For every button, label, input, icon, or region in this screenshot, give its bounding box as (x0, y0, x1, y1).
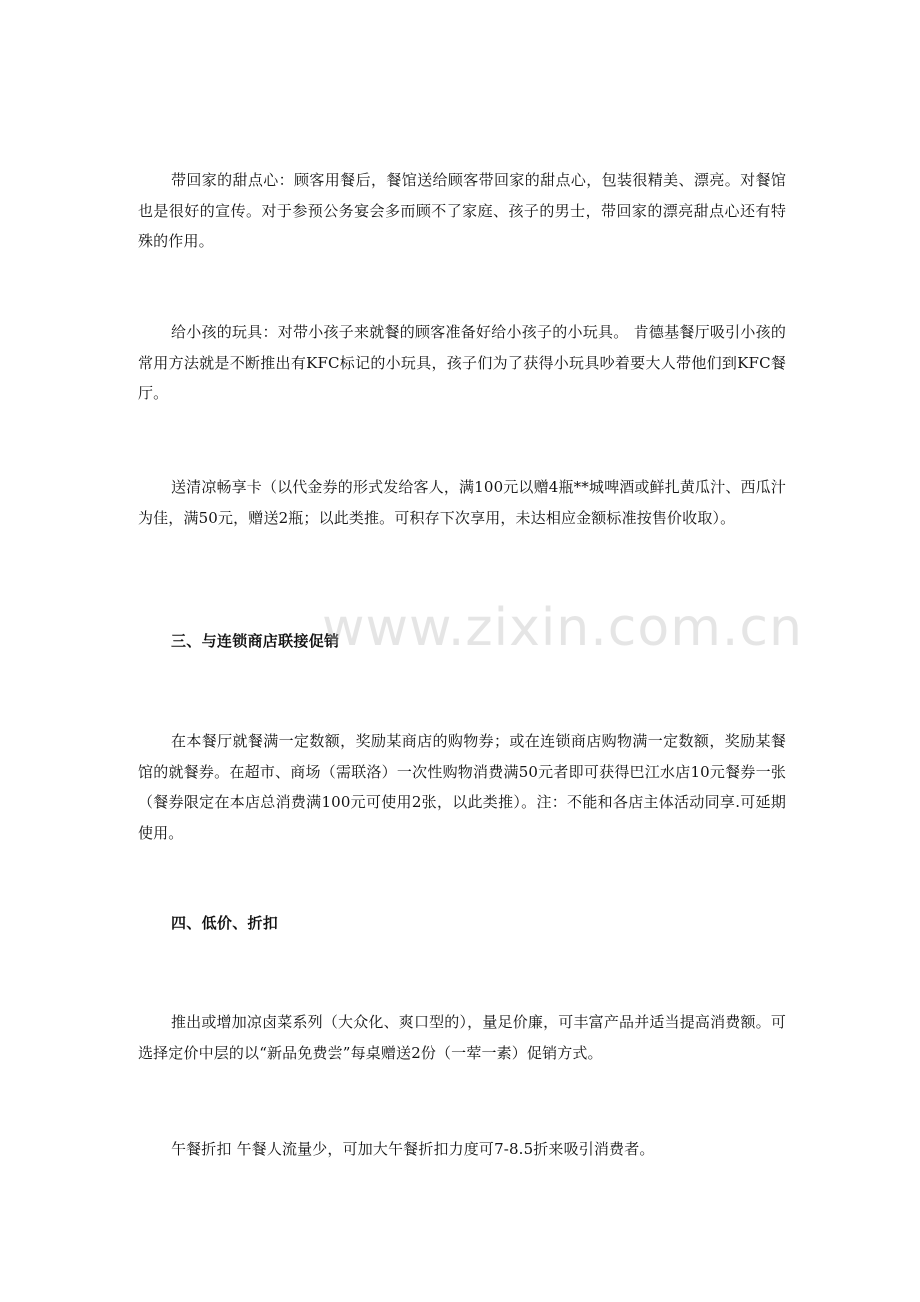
paragraph-lunch-discount: 午餐折扣 午餐人流量少，可加大午餐折扣力度可7-8.5折来吸引消费者。 (171, 1140, 655, 1158)
watermark-text: www.zixin.com.cn (322, 598, 803, 658)
paragraph-cool-card: 送清凉畅享卡（以代金券的形式发给客人，满100元以赠4瓶**城啤酒或鲜扎黄瓜汁、西瓜汁为佳，满50元，赠送2瓶；以此类推。可积存下次享用，未达相应金额标准按售价收取）。 (138, 478, 786, 527)
paragraph-cold-dishes: 推出或增加凉卤菜系列（大众化、爽口型的），量足价廉，可丰富产品并适当提高消费额。可选择定价中层的以“新品免费尝”每桌赠送2份（一荤一素）促销方式。 (138, 1013, 786, 1062)
paragraph-take-home-dessert: 带回家的甜点心：顾客用餐后，餐馆送给顾客带回家的甜点心，包装很精美、漂亮。对餐馆也是很好的宣传。对于参预公务宴会多而顾不了家庭、孩子的男士，带回家的漂亮甜点心还有特殊的作用。 (138, 171, 786, 250)
paragraph-kids-toys: 给小孩的玩具：对带小孩子来就餐的顾客准备好给小孩子的小玩具。 肯德基餐厅吸引小孩的常用方法就是不断推出有KFC标记的小玩具，孩子们为了获得小玩具吵着要大人带他们到KFC餐厅。 (138, 323, 786, 402)
section-heading-low-price-discount: 四、低价、折扣 (171, 914, 279, 932)
paragraph-store-vouchers: 在本餐厅就餐满一定数额，奖励某商店的购物券；或在连锁商店购物满一定数额，奖励某餐馆的就餐券。在超市、商场（需联洛）一次性购物消费满50元者即可获得巴江水店10元餐券一张（餐券限定在本店总消费满100元可使用2张，以此类推）。注：不能和各店主体活动同享.可延期使用。 (138, 732, 786, 842)
section-heading-chain-store-promotion: 三、与连锁商店联接促销 (171, 632, 340, 650)
